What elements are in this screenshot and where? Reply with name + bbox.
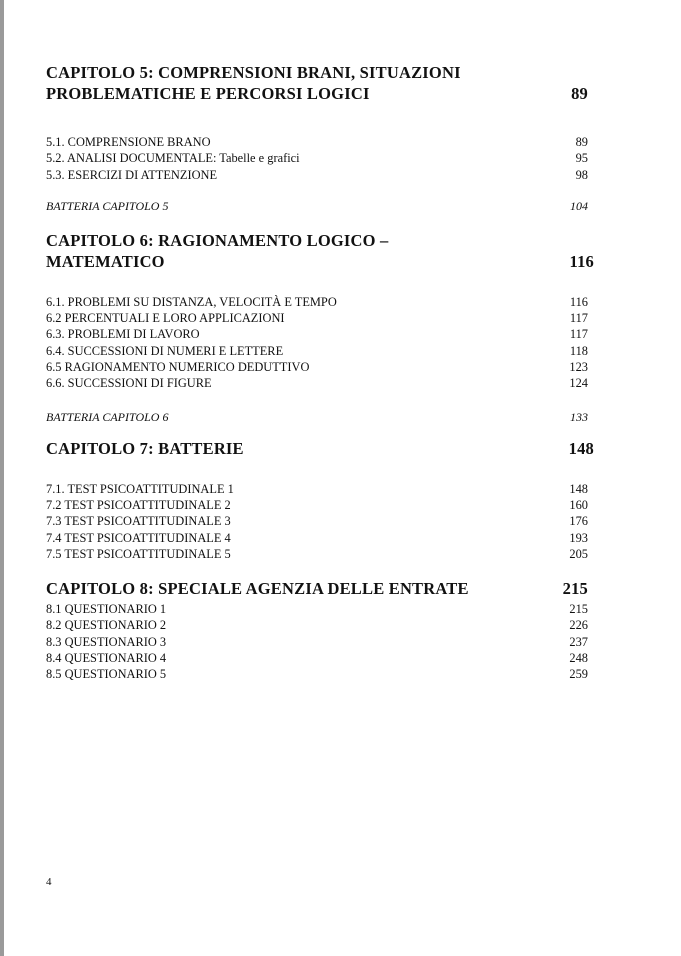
chapter-7-entries <box>46 481 594 562</box>
chapter-5-entries <box>46 134 594 183</box>
toc-entry-label: 6.1. PROBLEMI SU DISTANZA, VELOCITÀ E TEMPO <box>46 294 337 309</box>
toc-entry-page: 95 <box>575 151 588 166</box>
toc-entry-7-4[interactable] <box>46 530 594 546</box>
page-number: 4 <box>46 876 52 888</box>
toc-entry-page: 118 <box>569 343 588 358</box>
chapter-5-section <box>46 62 594 214</box>
chapter-6-heading[interactable] <box>46 230 594 272</box>
chapter-5-heading[interactable] <box>46 62 594 104</box>
toc-entry-label: 6.2 PERCENTUALI E LORO APPLICAZIONI <box>46 311 285 326</box>
toc-entry-8-3[interactable] <box>46 634 594 650</box>
chapter-5-title-line-2: PROBLEMATICHE E PERCORSI LOGICI <box>46 84 370 103</box>
toc-entry-page: 237 <box>569 634 588 649</box>
toc-entry-page: 226 <box>569 618 588 633</box>
chapter-6-title: CAPITOLO 6: RAGIONAMENTO LOGICO – MATEMATICO <box>46 230 389 271</box>
toc-entry-5-3[interactable] <box>46 167 594 183</box>
toc-entry-7-3[interactable] <box>46 513 594 529</box>
chapter-5-page: 89 <box>571 84 588 103</box>
battery-label: BATTERIA CAPITOLO 6 <box>46 409 169 424</box>
battery-page: 133 <box>570 409 588 424</box>
toc-entry-7-2[interactable] <box>46 497 594 513</box>
toc-entry-label: 5.2. ANALISI DOCUMENTALE: Tabelle e grafici <box>46 151 300 166</box>
toc-entry-5-2[interactable] <box>46 150 594 166</box>
chapter-8-section <box>46 578 594 682</box>
chapter-7-page: 148 <box>568 438 594 458</box>
toc-entry-page: 259 <box>569 667 588 682</box>
battery-page: 104 <box>570 198 588 213</box>
chapter-8-heading[interactable] <box>46 578 594 599</box>
chapter-5-title-line-1: CAPITOLO 5: COMPRENSIONI BRANI, SITUAZIONI <box>46 63 461 82</box>
toc-entry-7-5[interactable] <box>46 546 594 562</box>
toc-entry-label: 6.5 RAGIONAMENTO NUMERICO DEDUTTIVO <box>46 360 310 375</box>
toc-entry-label: 7.1. TEST PSICOATTITUDINALE 1 <box>46 481 234 496</box>
toc-entry-5-1[interactable] <box>46 134 594 150</box>
toc-entry-7-1[interactable] <box>46 481 594 497</box>
toc-entry-page: 123 <box>569 360 588 375</box>
toc-entry-label: 6.6. SUCCESSIONI DI FIGURE <box>46 376 212 391</box>
toc-entry-8-2[interactable] <box>46 617 594 633</box>
toc-entry-6-6[interactable] <box>46 375 594 391</box>
toc-entry-page: 248 <box>569 651 588 666</box>
chapter-6-page: 116 <box>569 251 594 271</box>
chapter-7-heading[interactable] <box>46 438 594 459</box>
toc-entry-page: 160 <box>569 497 588 512</box>
toc-entry-6-1[interactable] <box>46 294 594 310</box>
chapter-7-section <box>46 438 594 562</box>
chapter-8-page: 215 <box>562 579 588 599</box>
toc-entry-page: 176 <box>569 514 588 529</box>
toc-entry-label: 8.4 QUESTIONARIO 4 <box>46 651 167 666</box>
toc-entry-label: 7.5 TEST PSICOATTITUDINALE 5 <box>46 546 231 561</box>
toc-entry-label: 7.2 TEST PSICOATTITUDINALE 2 <box>46 497 231 512</box>
toc-entry-6-4[interactable] <box>46 343 594 359</box>
toc-entry-8-4[interactable] <box>46 650 594 666</box>
toc-entry-label: 8.1 QUESTIONARIO 1 <box>46 602 167 617</box>
toc-entry-6-2[interactable] <box>46 310 594 326</box>
toc-entry-page: 116 <box>569 294 588 309</box>
toc-entry-label: 7.3 TEST PSICOATTITUDINALE 3 <box>46 514 231 529</box>
toc-entry-label: 6.3. PROBLEMI DI LAVORO <box>46 327 200 342</box>
toc-entry-label: 7.4 TEST PSICOATTITUDINALE 4 <box>46 530 231 545</box>
toc-entry-page: 205 <box>569 546 588 561</box>
toc-entry-page: 148 <box>569 481 588 496</box>
toc-entry-page: 117 <box>569 311 588 326</box>
toc-entry-page: 193 <box>569 530 588 545</box>
toc-entry-8-1[interactable] <box>46 601 594 617</box>
toc-entry-label: 8.2 QUESTIONARIO 2 <box>46 618 167 633</box>
toc-entry-page: 117 <box>569 327 588 342</box>
chapter-7-title: CAPITOLO 7: BATTERIE <box>46 438 244 458</box>
toc-entry-label: 8.5 QUESTIONARIO 5 <box>46 667 167 682</box>
toc-entry-label: 5.1. COMPRENSIONE BRANO <box>46 135 211 149</box>
chapter-8-title: CAPITOLO 8: SPECIALE AGENZIA DELLE ENTRATE <box>46 579 469 599</box>
toc-entry-8-5[interactable] <box>46 666 594 682</box>
toc-entry-page: 124 <box>569 376 588 391</box>
toc-entry-page: 89 <box>575 135 588 149</box>
page-edge-bar <box>0 0 4 956</box>
battery-chapter-6[interactable] <box>46 409 594 425</box>
toc-entry-label: 5.3. ESERCIZI DI ATTENZIONE <box>46 167 218 182</box>
toc-entry-page: 98 <box>575 167 588 182</box>
chapter-6-section <box>46 230 594 425</box>
toc-entry-label: 8.3 QUESTIONARIO 3 <box>46 634 167 649</box>
chapter-8-entries <box>46 601 594 682</box>
toc-entry-6-5[interactable] <box>46 359 594 375</box>
battery-label: BATTERIA CAPITOLO 5 <box>46 198 169 213</box>
chapter-6-entries <box>46 294 594 392</box>
battery-chapter-5[interactable] <box>46 198 594 214</box>
toc-entry-6-3[interactable] <box>46 326 594 342</box>
toc-entry-label: 6.4. SUCCESSIONI DI NUMERI E LETTERE <box>46 343 284 358</box>
table-of-contents <box>46 62 594 683</box>
toc-entry-page: 215 <box>569 602 588 617</box>
